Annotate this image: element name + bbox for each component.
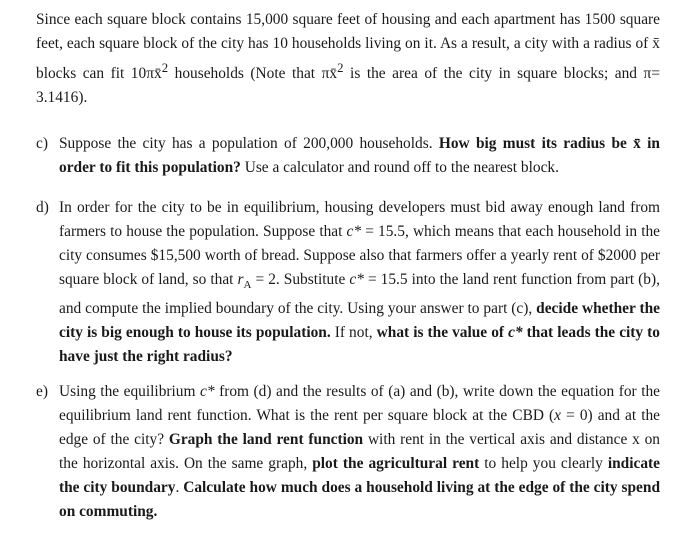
emphasis-text: that leads the city to have just the right radius?	[59, 324, 660, 366]
pi-symbol: π	[321, 65, 330, 83]
intro-text: = 3.1416).	[36, 65, 661, 107]
question-text: Use a calculator and round off to the nearest block.	[240, 159, 559, 176]
question-text: = 0) and at the edge of the city?	[59, 407, 661, 448]
emphasis-text: what is the value of	[376, 324, 509, 342]
intro-text: Since each square block contains 15,000 square feet of housing and each apartment has 1500 square feet, each square block of the city has 10 households living on it. As a result, a city with a radius of	[36, 11, 660, 52]
emphasis-text: in order to fit this population?	[59, 135, 660, 176]
emphasis-text: plot the agricultural rent	[312, 455, 480, 472]
emphasis-text: decide whether the city is big enough to house its population.	[59, 300, 660, 342]
x-bar-symbol: x̄	[652, 35, 660, 52]
intro-text: households (Note that	[168, 65, 322, 83]
emphasis-text: indicate the city boundary	[59, 455, 660, 496]
emphasis-text: How big must its radius be	[438, 135, 634, 152]
pi-symbol: π	[146, 65, 154, 83]
question-text: = 2. Substitute	[251, 271, 350, 288]
question-marker: e)	[36, 383, 48, 400]
question-text: Suppose the city has a population of 200,000 households.	[59, 135, 439, 152]
question-text: = 15.5 into the land rent function from part (b), and compute the implied boundary of the city. Using your answer to part (c),	[59, 271, 660, 318]
question-e-text	[59, 380, 660, 524]
emphasis-text: Calculate how much does a household living at the edge of the city spend on commuting.	[59, 479, 661, 520]
subscript: A	[243, 279, 252, 292]
question-marker: c)	[36, 135, 48, 152]
c-star-symbol: c*	[346, 223, 362, 240]
x-symbol: x	[554, 407, 561, 424]
intro-text: is the area of the city in square blocks; and	[343, 65, 644, 83]
emphasis-text: Graph the land rent function	[168, 431, 364, 448]
exponent: 2	[161, 61, 169, 75]
c-star-symbol: c*	[508, 324, 523, 342]
pi-symbol: π	[643, 65, 652, 83]
c-star-symbol: c*	[349, 271, 364, 288]
question-c-text	[59, 132, 660, 180]
r-symbol: r	[237, 271, 244, 288]
question-text: If not,	[330, 324, 377, 342]
question-text: to help you clearly	[479, 455, 608, 472]
x-bar-symbol: x̄	[633, 135, 641, 152]
question-text: from (d) and the results of (a) and (b), write down the equation for the equilibrium land rent function. What is the rent per square block at the CBD (	[59, 383, 660, 424]
question-marker: d)	[36, 199, 49, 216]
question-text: = 15.5, which means that each household in the city consumes $15,500 worth of bread. Suppose also that farmers offer a yearly rent of $2000 per square block of land, so that	[59, 223, 660, 288]
exponent: 2	[337, 61, 344, 75]
intro-paragraph	[36, 8, 660, 110]
question-text: with rent in the vertical axis and distance x on the horizontal axis. On the same graph,	[59, 431, 660, 472]
question-d-text	[59, 196, 660, 369]
question-text: Using the equilibrium	[59, 383, 201, 400]
question-text: .	[175, 479, 184, 496]
x-bar-symbol: x̄	[329, 65, 338, 83]
x-bar-symbol: x̄	[153, 65, 162, 83]
intro-text: blocks can fit 10	[36, 65, 147, 83]
c-star-symbol: c*	[200, 383, 215, 400]
question-text: In order for the city to be in equilibrium, housing developers must bid away enough land from farmers to house the population. Suppose that	[59, 199, 660, 240]
